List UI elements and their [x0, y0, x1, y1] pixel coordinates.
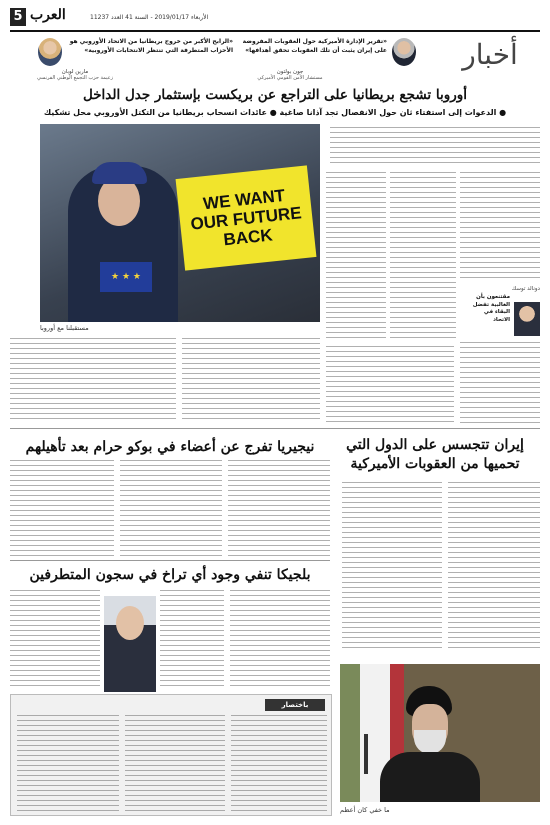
- section-divider: [10, 428, 540, 429]
- date-line: الأربعاء 2019/01/17 - السنة 41 العدد 11237: [90, 14, 209, 21]
- inset-box: [466, 294, 540, 338]
- lead-body-column-2: [390, 172, 456, 340]
- iran-body-column-2: [342, 482, 442, 652]
- brief-box-header: [265, 699, 325, 711]
- lead-photo-caption: مستقبلنا مع أوروبا: [40, 324, 89, 332]
- lead-headline-text: أوروبا تشجع بريطانيا على التراجع عن بريكست بإستثمار جدل الداخل: [82, 87, 468, 103]
- brief-box: [10, 694, 332, 816]
- inset-person-name: دونالد توسك: [511, 286, 540, 292]
- belgium-body-column-2: [160, 590, 224, 688]
- inset-portrait: [514, 302, 540, 336]
- speaker-robe: [380, 752, 480, 802]
- lead-body-column-7: [10, 338, 176, 422]
- nigeria-body-column-3: [10, 460, 114, 558]
- lead-subheadline: ● الدعوات إلى استفتاء ثان حول الانفصال تجد آذانا صاغية ● عائدات انسحاب بريطانيا من التكتل الأوروبي محل تشكيك: [43, 108, 507, 117]
- lead-body-column-1: [460, 172, 540, 282]
- paper-name: العرب: [30, 7, 66, 23]
- nigeria-body-column-1: [228, 460, 330, 558]
- belgium-body-column-3: [10, 590, 100, 688]
- lead-body-column-5: [326, 346, 454, 424]
- quote-right-title: مستشار الأمن القومي الأميركي: [257, 75, 323, 81]
- iran-body-column-1: [448, 482, 540, 652]
- nigeria-body-column-2: [120, 460, 222, 558]
- belgium-headline: بلجيكا تنفي وجود أي تراخ في سجون المتطرفين: [29, 567, 311, 583]
- brief-item-2: [125, 715, 225, 811]
- nigeria-headline: نيجيريا تفرج عن أعضاء في بوكو حرام بعد تأهيلهم: [25, 439, 315, 455]
- quote-left-person: [30, 69, 120, 81]
- lead-body-column-4: [460, 342, 540, 424]
- quote-left-title: زعيمة حزب التجمع الوطني الفرنسي: [37, 75, 113, 81]
- iran-photo-caption: ما خفي كان أعظم: [340, 806, 390, 814]
- lead-body-column-3: [326, 172, 386, 340]
- section-label: أخبار: [462, 38, 518, 71]
- page-number-text: 5: [13, 9, 23, 24]
- quote-right-text: «تقرير الإدارة الأميركية حول العقوبات المفروضة على إيران يثبت أن تلك العقوبات تحقق أهدافها»: [242, 38, 387, 54]
- brief-item-1: [231, 715, 327, 811]
- protester-hat: [92, 162, 147, 184]
- protest-sign: [176, 165, 317, 270]
- eu-flag: ★ ★ ★: [100, 262, 152, 292]
- quote-left-text: «الرابح الأكبر من خروج بريطانيا من الاتحاد الأوروبي هو الأحزاب المتطرفة التي تنتظر الانتخابات الأوروبية»: [69, 38, 233, 54]
- brief-item-3: [17, 715, 119, 811]
- quote-right-name: جون بولتون: [276, 69, 304, 75]
- belgium-body-column-1: [230, 590, 330, 688]
- belgium-photo-face: [116, 606, 144, 640]
- nigeria-divider: [10, 560, 330, 561]
- protest-sign-text: WE WANT OUR FUTURE BACK: [189, 185, 303, 249]
- belgium-photo: [104, 596, 156, 692]
- quote-right-portrait: [392, 38, 416, 66]
- lead-photo: [40, 124, 320, 322]
- masthead: [10, 6, 540, 32]
- microphone: [364, 734, 368, 774]
- lead-headline: [10, 86, 540, 118]
- quote-left-name: مارين لوبان: [61, 69, 89, 75]
- page-number: [10, 8, 26, 26]
- iran-headline: إيران تتجسس على الدول التي تحميها من العقوبات الأميركية: [346, 437, 524, 472]
- speaker-beard: [414, 730, 446, 754]
- iran-photo: [340, 664, 540, 802]
- lead-body-column-6: [182, 338, 320, 420]
- lead-intro-text: [330, 127, 540, 167]
- quote-left-portrait: [38, 38, 62, 66]
- inset-caption: مقتنعون بأن الغالبية تفضل البقاء في الاتحاد: [472, 294, 510, 323]
- quote-right-person: [230, 69, 350, 81]
- brief-box-title: باختصار: [281, 701, 309, 709]
